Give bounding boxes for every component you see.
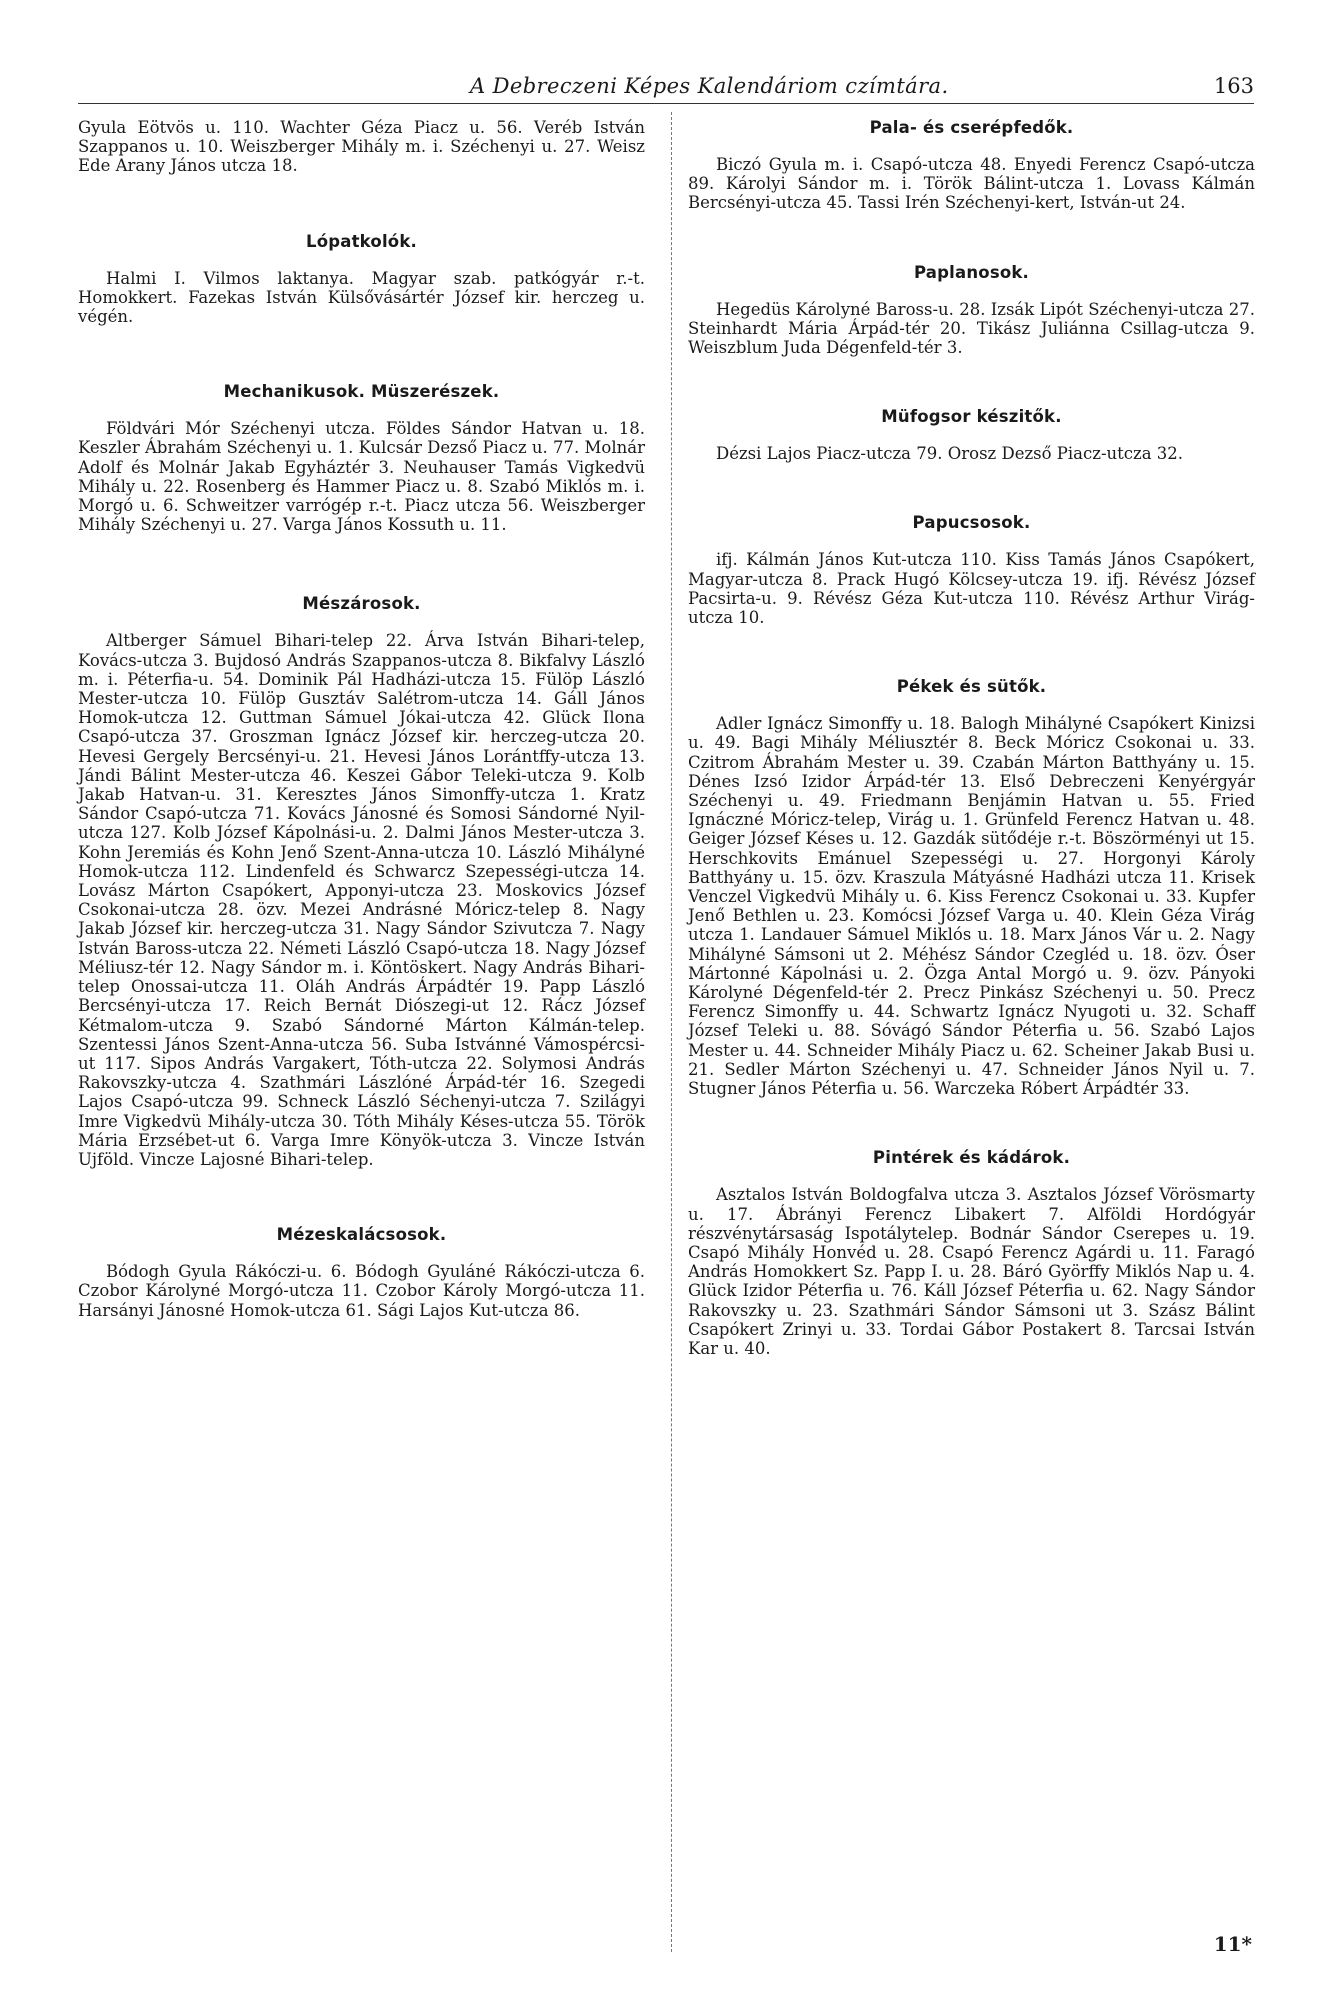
section-title: Lópatkolók. [306,231,417,251]
section-body: Adler Ignácz Simonffy u. 18. Balogh Mihályné Csapókert Kinizsi u. 49. Bagi Mihály Méliusztér 8. Beck Móricz Csokonai u. 33. Czitrom Ábrahám Mester u. 39. Czabán Márton Batthyány u. 15. Dénes Izsó Izidor Árpád-tér 13. Első Debreczeni Kenyérgyár Széchenyi u. 49. Friedmann Benjámin Hatvan u. 55. Fried Ignáczné Móricz-telep, Virág u. 1. Grünfeld Ferencz Hatvan u. 48. Geiger József Késes u. 12. Gazdák sütődéje r.-t. Böszörményi ut 15. Herschkovits Emánuel Szepességi u. 27. Horgonyi Károly Batthyány u. 15. özv. Kraszula Mátyásné Hadházi utcza 11. Krisek Venczel Vigkedvü Mihály u. 6. Kiss Ferencz Csokonai u. 33. Kupfer Jenő Bethlen u. 23. Komócsi József Varga u. 40. Klein Géza Virág utcza 1. Landauer Sámuel Miklós u. 18. Marx János Vár u. 2. Nagy Mihályné Sámsoni ut 2. Méhész Sándor Czegléd u. 18. özv. Óser Mártonné Kápolnási u. 2. Özga Antal Morgó u. 9. özv. Pányoki Károlyné Dégenfeld-tér 2. Precz Pinkász Széchenyi u. 50. Precz Ferencz Simonffy u. 44. Schwartz Ignácz Nyugoti u. 32. Schaff József Teleki u. 88. Sóvágó Sándor Péterfia u. 56. Szabó Lajos Mester u. 44. Schneider Mihály Piacz u. 62. Scheiner Jakab Busi u. 21. Sedler Márton Széchenyi u. 47. Schneider János Nyil u. 7. Stugner János Péterfia u. 56. Warczeka Róbert Árpádtér 33. [688,714,1255,1099]
left-column [78,118,645,1320]
section-body: Halmi I. Vilmos laktanya. Magyar szab. patkógyár r.-t. Homokkert. Fazekas István Külsővásártér József kir. herczeg u. végén. [78,268,645,327]
section-title: Papucsosok. [912,513,1031,533]
section-mezeskalacsosok [78,1225,645,1320]
section-lopatkolok [78,232,645,327]
section-title: Paplanosok. [913,262,1030,282]
page-header [78,70,1254,106]
section-body: Hegedüs Károlyné Baross-u. 28. Izsák Lipót Széchenyi-utcza 27. Steinhardt Mária Árpád-tér 20. Tikász Juliánna Csillag-utcza 9. Weiszblum Juda Dégenfeld-tér 3. [688,299,1255,358]
section-body: Földvári Mór Széchenyi utcza. Földes Sándor Hatvan u. 18. Keszler Ábrahám Széchenyi u. 1. Kulcsár Dezső Piacz u. 77. Molnár Adolf és Molnár Jakab Egyháztér 3. Neuhauser Tamás Vigkedvü Mihály u. 22. Rosenberg és Hammer Piacz u. 8. Szabó Miklós m. i. Morgó u. 6. Schweitzer varrógép r.-t. Piacz utcza 56. Weiszberger Mihály Széchenyi u. 27. Varga János Kossuth u. 11. [78,419,645,535]
header-rule [78,103,1254,104]
continued-text: Gyula Eötvös u. 110. Wachter Géza Piacz u. 56. Veréb István Szappanos u. 10. Weiszberger Mihály m. i. Széchenyi u. 27. Weisz Ede Arany János utcza 18. [78,118,645,176]
section-papucsosok [688,513,1255,627]
section-title: Müfogsor készitők. [881,407,1062,427]
section-body: Dézsi Lajos Piacz-utcza 79. Orosz Dezső Piacz-utcza 32. [716,444,1184,464]
right-column [688,118,1255,1358]
section-title: Pala- és cserépfedők. [869,118,1074,137]
running-title: A Debreczeni Képes Kalendáriom czímtára. [470,74,949,98]
section-pekek-es-sutok [688,677,1255,1098]
section-title: Pintérek és kádárok. [872,1148,1071,1168]
section-body: ifj. Kálmán János Kut-utcza 110. Kiss Tamás János Csapókert, Magyar-utcza 8. Prack Hugó Kölcsey-utcza 19. ifj. Révész József Pacsirta-u. 9. Révész Géza Kut-utcza 110. Révész Arthur Virág-utcza 10. [688,550,1255,628]
section-mufogsor-keszitok [688,407,1255,463]
section-pinterek-es-kadarok [688,1148,1255,1358]
page-number: 163 [1213,74,1254,98]
section-meszarosok [78,594,645,1169]
section-title: Pékek és sütők. [896,677,1047,697]
section-body: Altberger Sámuel Bihari-telep 22. Árva István Bihari-telep, Kovács-utcza 3. Bujdosó András Szappanos-utcza 8. Bikfalvy László m. i. Péterfia-u. 54. Dominik Pál Hadházi-utcza 15. Fülöp László Mester-utcza 10. Fülöp Gusztáv Salétrom-utcza 14. Gáll János Homok-utcza 12. Guttman Sámuel Jókai-utcza 42. Glück Ilona Csapó-utcza 37. Groszman Ignácz József kir. herczeg-utcza 20. Hevesi Gergely Bercsényi-u. 21. Hevesi János Lorántffy-utcza 13. Jándi Bálint Mester-utcza 46. Keszei Gábor Teleki-utcza 9. Kolb Jakab Hatvan-u. 31. Keresztes János Simonffy-utcza 1. Kratz Sándor Csapó-utcza 71. Kovács Jánosné és Somosi Sándorné Nyil-utcza 127. Kolb József Kápolnási-u. 2. Dalmi János Mester-utcza 3. Kohn Jeremiás és Kohn Jenő Szent-Anna-utcza 10. László Mihályné Homok-utcza 112. Lindenfeld és Schwarcz Szepességi-utcza 14. Lovász Márton Csapókert, Apponyi-utcza 23. Moskovics József Csokonai-utcza 28. özv. Mezei Andrásné Móricz-telep 8. Nagy Jakab József kir. herczeg-utcza 31. Nagy Sándor Szivutcza 7. Nagy István Baross-utcza 22. Németi László Csapó-utcza 18. Nagy József Méliusz-tér 12. Nagy Sándor m. i. Köntöskert. Nagy András Bihari-telep Onossai-utcza 11. Oláh András Árpádtér 19. Papp László Bercsényi-utcza 17. Reich Bernát Diószegi-ut 12. Rácz József Kétmalom-utcza 9. Szabó Sándorné Márton Kálmán-telep. Szentessi János Szent-Anna-utcza 56. Suba Istvánné Vámospércsi-ut 117. Sipos András Vargakert, Tóth-utcza 22. Solymosi András Rakovszky-utcza 4. Szathmári Lászlóné Árpád-tér 16. Szegedi Lajos Csapó-utcza 99. Schneck László Séchenyi-utcza 7. Szilágyi Imre Vigkedvü Mihály-utcza 30. Tóth Mihály Késes-utcza 55. Török Mária Erzsébet-ut 6. Varga Imre Könyök-utcza 3. Vincze István Ujföld. Vincze Lajosné Bihari-telep. [78,631,645,1169]
section-pala-cserepfedok [688,118,1255,213]
section-title: Mézeskalácsosok. [276,1225,447,1245]
section-body: Asztalos István Boldogfalva utcza 3. Asztalos József Vörösmarty u. 17. Ábrányi Ferencz Libakert 7. Alföldi Hordógyár részvénytársaság Ispotálytelep. Bodnár Sándor Cserepes u. 19. Csapó Mihály Honvéd u. 28. Csapó Ferencz Agárdi u. 11. Faragó András Homokkert Sz. Papp I. u. 28. Báró Györffy Miklós Nap u. 4. Glück Izidor Péterfia u. 76. Káll József Péterfia u. 62. Nagy Sándor Rakovszky u. 23. Szathmári Sándor Sámsoni ut 3. Szász Bálint Csapókert Zrinyi u. 33. Tordai Gábor Postakert 8. Tarcsai István Kar u. 40. [688,1185,1255,1358]
section-body: Biczó Gyula m. i. Csapó-utcza 48. Enyedi Ferencz Csapó-utcza 89. Károlyi Sándor m. i. Török Bálint-utcza 1. Lovass Kálmán Bercsényi-utcza 45. Tassi Irén Széchenyi-kert, István-ut 24. [688,155,1255,213]
signature-mark: 11* [1213,1932,1252,1956]
section-body: Bódogh Gyula Rákóczi-u. 6. Bódogh Gyuláné Rákóczi-utcza 6. Czobor Károlyné Morgó-utcza 11. Czobor Károly Morgó-utcza 11. Harsányi Jánosné Homok-utcza 61. Sági Lajos Kut-utcza 86. [78,1262,645,1320]
section-mechanikusok [78,382,645,534]
section-title: Mechanikusok. Müszerészek. [223,382,500,402]
column-divider [671,112,672,1952]
section-paplanosok [688,263,1255,358]
section-title: Mészárosok. [302,594,421,614]
